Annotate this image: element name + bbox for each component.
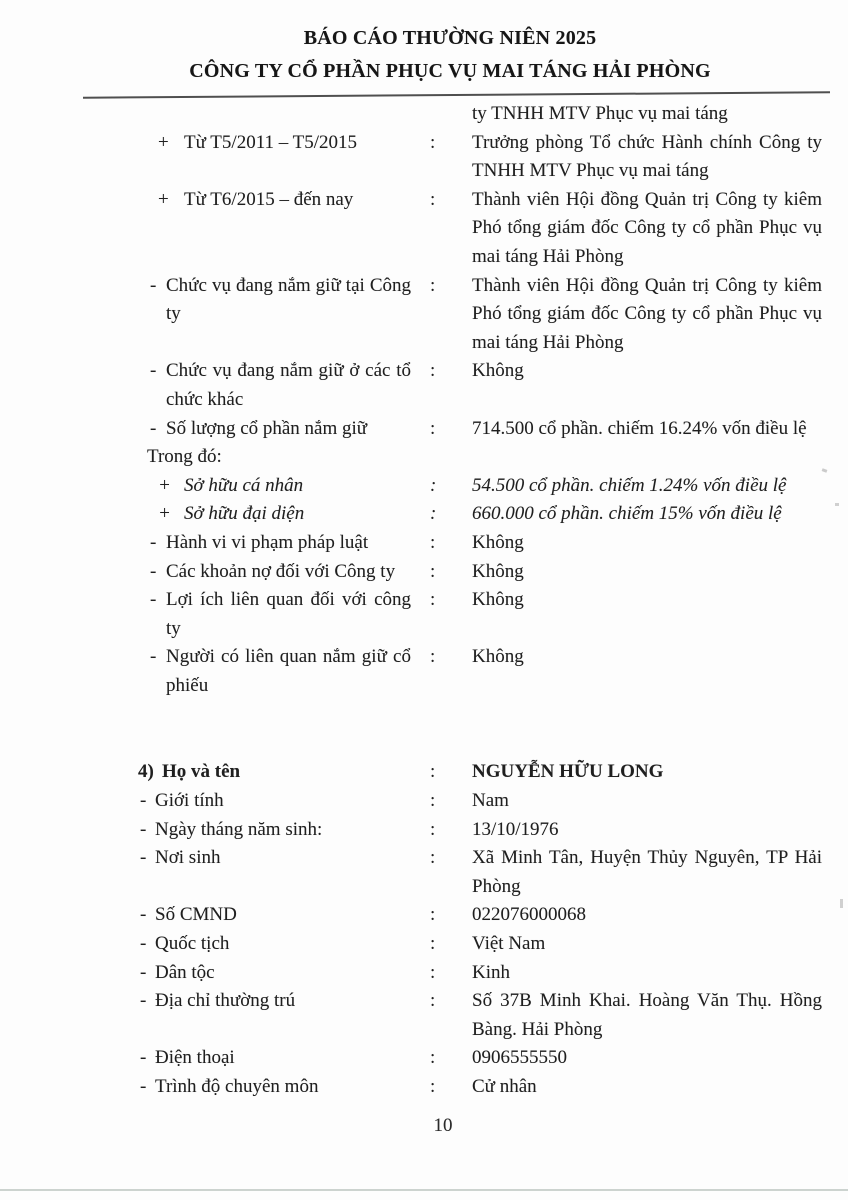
info-row: [0, 643, 848, 700]
row-label: Trong đó:: [147, 446, 222, 468]
row-colon: :: [430, 360, 436, 382]
row-colon: :: [430, 990, 436, 1012]
row-colon: :: [430, 847, 436, 869]
info-row: [0, 787, 848, 816]
row-colon: :: [430, 503, 437, 525]
row-label: Các khoản nợ đối với Công ty: [166, 560, 396, 582]
info-row: [0, 472, 848, 501]
row-label: Trình độ chuyên môn: [155, 1076, 319, 1097]
row-bullet: -: [140, 904, 147, 926]
scan-artifact: [840, 899, 843, 908]
row-label: Ngày tháng năm sinh:: [155, 818, 323, 840]
row-bullet: +: [158, 503, 171, 525]
row-colon: :: [430, 1047, 436, 1069]
row-value: 022076000068: [472, 904, 586, 926]
report-title: BÁO CÁO THƯỜNG NIÊN 2025: [303, 27, 597, 49]
info-row-carryover: [0, 100, 848, 129]
row-colon: :: [430, 188, 436, 210]
scan-artifact: [835, 503, 839, 506]
row-label: Sở hữu cá nhân: [184, 474, 304, 496]
row-colon: :: [430, 531, 436, 553]
info-row: [0, 959, 848, 988]
info-row: [0, 529, 848, 558]
row-value: Xã Minh Tân, Huyện Thủy Nguyên, TP Hải Phòng: [472, 847, 822, 897]
row-bullet: -: [140, 933, 147, 955]
info-row: [0, 558, 848, 587]
row-label: Họ và tên: [162, 761, 241, 783]
row-label: Lợi ích liên quan đối với công ty: [166, 589, 411, 639]
info-row: [0, 500, 848, 529]
row-colon: :: [430, 646, 436, 668]
row-bullet: -: [140, 961, 147, 983]
row-bullet: -: [150, 560, 157, 582]
info-row: [0, 272, 848, 358]
row-bullet: -: [140, 1047, 147, 1069]
row-value: Số 37B Minh Khai. Hoàng Văn Thụ. Hồng Bàng. Hải Phòng: [472, 990, 822, 1040]
footer-divider: [0, 1189, 848, 1191]
row-bullet: +: [158, 188, 169, 210]
row-value: Không: [472, 589, 524, 611]
row-value: Cử nhân: [472, 1076, 537, 1097]
row-colon: :: [430, 1076, 436, 1097]
row-value: Nam: [472, 790, 509, 812]
info-row: [0, 586, 848, 643]
row-colon: :: [430, 818, 436, 840]
info-row: [0, 357, 848, 414]
row-label: Hành vi vi phạm pháp luật: [166, 531, 369, 553]
info-row: [0, 1044, 848, 1073]
row-value: Không: [472, 360, 524, 382]
row-colon: :: [430, 560, 436, 582]
row-value: Không: [472, 531, 524, 553]
row-colon: :: [430, 933, 436, 955]
company-name: CÔNG TY CỔ PHẦN PHỤC VỤ MAI TÁNG HẢI PHÒNG: [189, 60, 711, 82]
row-colon: :: [430, 961, 436, 983]
info-row: [0, 816, 848, 845]
row-bullet: -: [150, 589, 157, 611]
row-colon: :: [430, 761, 436, 783]
row-colon: :: [430, 589, 436, 611]
row-colon: :: [430, 131, 436, 153]
info-subheading: [0, 443, 848, 472]
row-bullet: -: [140, 990, 147, 1012]
row-bullet: -: [150, 417, 157, 439]
row-value: 54.500 cổ phần. chiếm 1.24% vốn điều lệ: [472, 474, 787, 496]
row-colon: :: [430, 417, 436, 439]
row-value: 0906555550: [472, 1047, 567, 1069]
row-value: 714.500 cổ phần. chiếm 16.24% vốn điều lệ: [472, 417, 807, 439]
row-value: Không: [472, 646, 524, 668]
row-value: Trưởng phòng Tổ chức Hành chính Công ty TNHH MTV Phục vụ mai táng: [472, 131, 822, 182]
row-value: ty TNHH MTV Phục vụ mai táng: [472, 103, 728, 124]
row-label: Từ T6/2015 – đến nay: [184, 188, 354, 210]
row-bullet: -: [150, 531, 157, 553]
row-colon: :: [430, 904, 436, 926]
row-label: Nơi sinh: [155, 847, 221, 869]
row-label: Điện thoại: [155, 1047, 235, 1069]
row-label: Chức vụ đang nắm giữ tại Công ty: [166, 274, 411, 325]
document-header: [62, 22, 838, 88]
info-row: [0, 930, 848, 959]
row-label: Giới tính: [155, 790, 224, 812]
row-bullet: +: [158, 131, 169, 153]
header-divider: [83, 91, 830, 98]
row-bullet: -: [150, 646, 157, 668]
row-colon: :: [430, 474, 437, 496]
info-row: [0, 987, 848, 1044]
row-label: Quốc tịch: [155, 933, 230, 955]
row-value: Kinh: [472, 961, 510, 983]
row-label: Số lượng cổ phần nắm giữ: [166, 417, 368, 439]
row-bullet: -: [150, 274, 157, 296]
row-value: Thành viên Hội đồng Quản trị Công ty kiêm Phó tổng giám đốc Công ty cổ phần Phục vụ mai táng Hải Phòng: [472, 274, 822, 353]
info-row: [0, 415, 848, 444]
info-row: [0, 901, 848, 930]
person-section: [0, 758, 848, 1101]
info-row: [0, 129, 848, 186]
row-bullet: -: [140, 1076, 147, 1097]
info-row: [0, 1073, 848, 1102]
row-label: Chức vụ đang nắm giữ ở các tổ chức khác: [166, 360, 411, 410]
row-label: Từ T5/2011 – T5/2015: [184, 131, 358, 153]
row-bullet: -: [140, 790, 147, 812]
row-label: Địa chỉ thường trú: [155, 990, 296, 1012]
row-value: Không: [472, 560, 524, 582]
page-content: [0, 100, 848, 1102]
row-label: Dân tộc: [155, 961, 215, 983]
row-bullet: -: [150, 360, 157, 382]
row-label: Người có liên quan nắm giữ cổ phiếu: [166, 646, 411, 696]
row-value: Việt Nam: [472, 933, 546, 955]
person-name: NGUYỄN HỮU LONG: [472, 761, 664, 783]
row-bullet: -: [140, 847, 147, 869]
row-colon: :: [430, 274, 436, 296]
row-colon: :: [430, 790, 436, 812]
row-label: Số CMND: [155, 904, 237, 926]
row-value: Thành viên Hội đồng Quản trị Công ty kiêm Phó tổng giám đốc Công ty cổ phần Phục vụ mai táng Hải Phòng: [472, 188, 822, 267]
row-value: 13/10/1976: [472, 818, 559, 840]
row-bullet: 4): [138, 761, 154, 783]
info-row-person-name: [0, 758, 848, 787]
page-number: 10: [433, 1115, 453, 1136]
row-value: 660.000 cổ phần. chiếm 15% vốn điều lệ: [472, 503, 782, 525]
info-row: [0, 844, 848, 901]
row-label: Sở hữu đại diện: [184, 503, 305, 525]
row-bullet: -: [140, 818, 147, 840]
row-bullet: +: [158, 474, 171, 496]
info-row: [0, 186, 848, 272]
